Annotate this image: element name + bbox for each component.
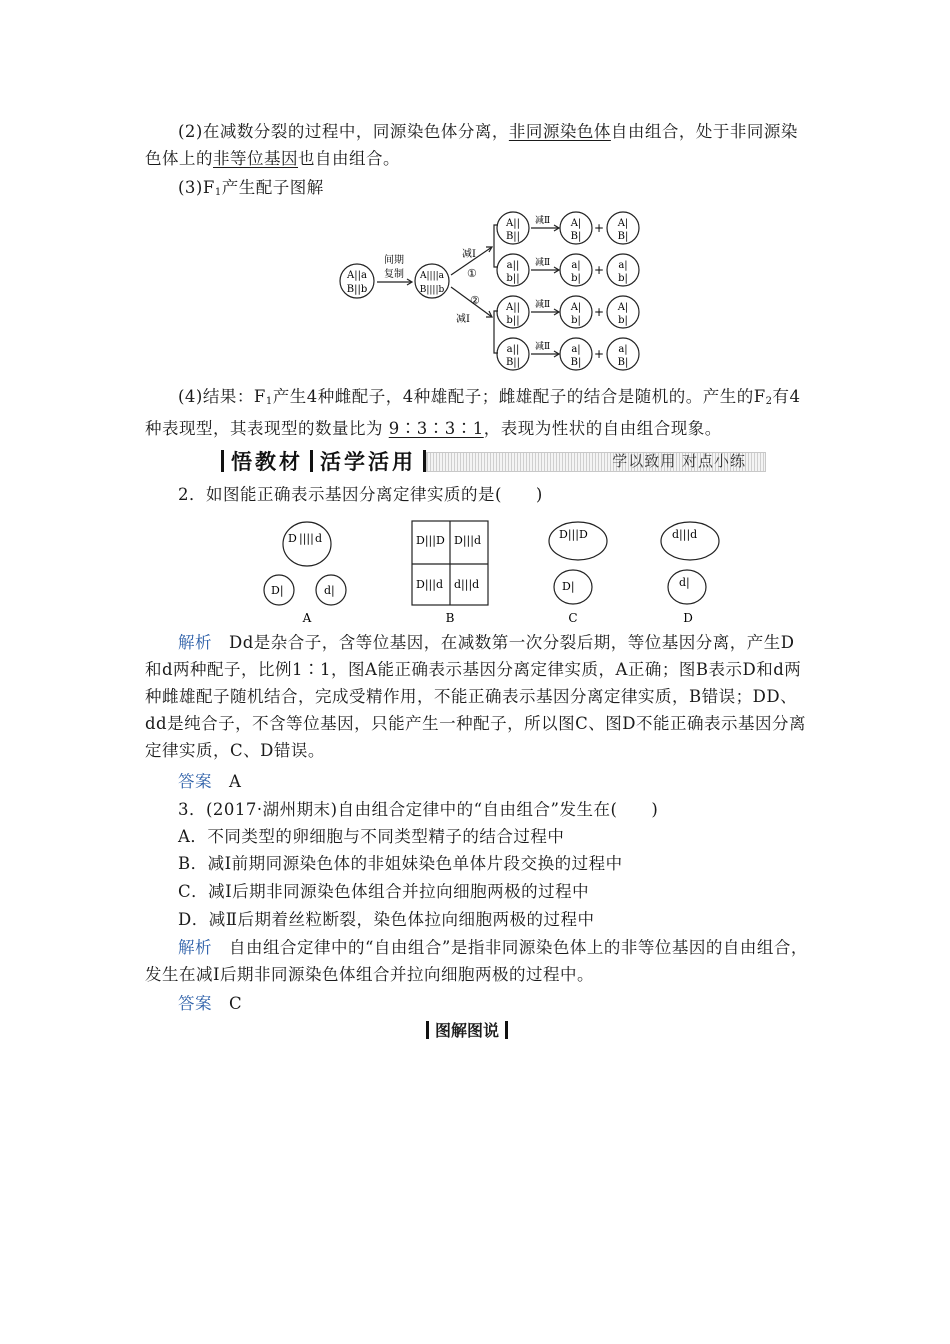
route-1-label: ① bbox=[467, 267, 477, 280]
fig-a-gamete-d2: d| bbox=[324, 584, 335, 597]
paragraph-2 bbox=[145, 118, 810, 172]
gamete-1-b-bottom: B| bbox=[617, 231, 629, 242]
p4-sub1: 1 bbox=[265, 396, 273, 407]
paragraph-3 bbox=[145, 174, 810, 206]
fig-b-cell-4: d|||d bbox=[454, 578, 480, 591]
plus-sign-3: + bbox=[593, 305, 605, 319]
fig-b-cell-2: D|||d bbox=[454, 534, 481, 547]
gamete-4-b-bottom: B| bbox=[617, 357, 629, 368]
section-title bbox=[420, 1018, 514, 1041]
q2-stem: 2．如图能正确表示基因分离定律实质的是( ) bbox=[178, 485, 543, 504]
fig-b-cell-1: D|||D bbox=[416, 534, 445, 547]
diagram-rows bbox=[497, 212, 639, 370]
plus-sign-2: + bbox=[593, 263, 605, 277]
q2-figure bbox=[260, 516, 730, 628]
paragraph-4 bbox=[145, 383, 810, 442]
section-bar bbox=[426, 1021, 429, 1039]
gamete-2-b-bottom: b| bbox=[618, 273, 628, 284]
q2-analysis bbox=[145, 629, 810, 764]
fig-a-gamete-d: D| bbox=[271, 584, 284, 597]
fig-a-cell-top-right: d bbox=[315, 532, 323, 545]
q3-answer bbox=[145, 990, 810, 1017]
fig-label-b: B bbox=[445, 611, 455, 625]
parent-cell-bottom: B||b bbox=[346, 284, 368, 295]
banner-bar bbox=[221, 450, 224, 472]
meiosis-2-label-2: 减Ⅱ bbox=[535, 258, 551, 268]
secondary-cell-1-bottom: B|| bbox=[505, 231, 521, 242]
interphase-label: 间期 bbox=[384, 255, 404, 266]
secondary-cell-3-top: A|| bbox=[506, 302, 520, 313]
p2-text-end: 也自由组合。 bbox=[298, 149, 400, 168]
p4-text-b: 产生4种雌配子，4种雄配子；雌雄配子的结合是随机的。产生的F bbox=[272, 387, 766, 406]
section-title-text: 图解图说 bbox=[435, 1021, 500, 1040]
banner-left-text: 悟教材 bbox=[231, 450, 303, 474]
p3-text-end: 产生配子图解 bbox=[221, 178, 324, 197]
analysis-label: 解析 bbox=[178, 633, 212, 652]
secondary-cell-1-top: A|| bbox=[506, 218, 520, 229]
q3-option-a: A．不同类型的卵细胞与不同类型精子的结合过程中 bbox=[178, 827, 565, 846]
meiosis-2-label-4: 减Ⅱ bbox=[535, 342, 551, 352]
p4-text-d: ，表现为性状的自由组合现象。 bbox=[483, 419, 722, 438]
banner-subtitle: 学以致用 对点小练 bbox=[612, 452, 746, 470]
replication-label: 复制 bbox=[384, 269, 404, 280]
p2-text-mid: 自由组合，处于非同源染色体上的 bbox=[145, 122, 798, 168]
section-banner bbox=[214, 447, 766, 475]
p3-sub: 1 bbox=[214, 187, 222, 198]
fig-label-a: A bbox=[302, 611, 312, 625]
secondary-cell-2-bottom: b|| bbox=[506, 273, 520, 284]
gamete-3-a-top: A| bbox=[570, 302, 582, 313]
q3-option-b: B．减Ⅰ前期同源染色体的非姐妹染色单体片段交换的过程中 bbox=[178, 854, 623, 873]
fig-label-c: C bbox=[568, 611, 578, 625]
meiosis-2-label-1: 减Ⅱ bbox=[535, 216, 551, 226]
banner-right-text: 活学活用 bbox=[320, 450, 416, 474]
p3-text: (3)F bbox=[178, 178, 215, 197]
meiosis-2-label-3: 减Ⅱ bbox=[535, 300, 551, 310]
gamete-3-b-top: A| bbox=[617, 302, 629, 313]
gamete-3-b-bottom: b| bbox=[618, 315, 628, 326]
plus-sign-1: + bbox=[593, 221, 605, 235]
q3-option-d: D．减Ⅱ后期着丝粒断裂，染色体拉向细胞两极的过程中 bbox=[178, 910, 595, 929]
replicated-cell-bottom: B||||b bbox=[419, 285, 445, 295]
gamete-4-b-top: a| bbox=[618, 344, 628, 355]
section-bar bbox=[505, 1021, 508, 1039]
q2-analysis-text: Dd是杂合子，含等位基因，在减数第一次分裂后期，等位基因分离，产生D和d两种配子，比例1∶1，图A能正确表示基因分离定律实质，A正确；图B表示D和d两种雌雄配子随机结合，完成受精作用，不能正确表示基因分离定律实质，B错误；DD、dd是纯合子，不含等位基因，只能产生一种配子，所以图C、图D不能正确表示基因分离定律实质，C、D错误。 bbox=[145, 633, 806, 760]
replicated-cell-top: A||||a bbox=[420, 271, 444, 281]
banner-bar bbox=[423, 450, 426, 472]
fig-a-chrom: |||| bbox=[299, 532, 314, 545]
q3-stem: 3．(2017·湖州期末)自由组合定律中的“自由组合”发生在( ) bbox=[178, 800, 659, 819]
q3-option-c: C．减Ⅰ后期非同源染色体组合并拉向细胞两极的过程中 bbox=[178, 882, 590, 901]
banner-title bbox=[214, 447, 433, 475]
gamete-4-a-top: a| bbox=[571, 344, 581, 355]
fig-d-cell: d|||d bbox=[672, 528, 698, 541]
meiosis-1-label-top: 减Ⅰ bbox=[462, 249, 476, 260]
q3-answer-text: C bbox=[212, 994, 243, 1013]
p2-underline-1: 非同源染色体 bbox=[508, 122, 611, 141]
p4-text-a: (4)结果：F bbox=[178, 387, 266, 406]
banner-bar bbox=[310, 450, 313, 472]
answer-label: 答案 bbox=[178, 772, 212, 791]
fig-label-d: D bbox=[683, 611, 693, 625]
gamete-1-a-bottom: B| bbox=[570, 231, 582, 242]
gamete-3-a-bottom: b| bbox=[571, 315, 581, 326]
parent-cell-top: A||a bbox=[347, 270, 367, 281]
fig-c-cell: D|||D bbox=[559, 528, 588, 541]
secondary-cell-4-top: a|| bbox=[506, 344, 520, 355]
gamete-4-a-bottom: B| bbox=[570, 357, 582, 368]
gamete-diagram bbox=[330, 205, 650, 380]
plus-sign-4: + bbox=[593, 347, 605, 361]
analysis-label: 解析 bbox=[178, 938, 212, 957]
answer-label: 答案 bbox=[178, 994, 212, 1013]
secondary-cell-3-bottom: b|| bbox=[506, 315, 520, 326]
route-2-label: ② bbox=[470, 294, 480, 307]
fig-b-cell-3: D|||d bbox=[416, 578, 443, 591]
p4-ratio: 9∶3∶3∶1 bbox=[388, 419, 484, 438]
p4-text-c: 有4种表现型，其表现型的数量比为 bbox=[145, 387, 801, 438]
fig-d-gamete: d| bbox=[679, 576, 690, 589]
q2-answer-text: A bbox=[212, 772, 242, 791]
q2-answer bbox=[145, 768, 810, 795]
fig-a-cell-top-left: D bbox=[288, 532, 297, 545]
q3-analysis-text: 自由组合定律中的“自由组合”是指非同源染色体上的非等位基因的自由组合，发生在减Ⅰ后期非同源染色体组合并拉向细胞两极的过程中。 bbox=[145, 938, 808, 984]
q3-analysis bbox=[145, 934, 810, 988]
meiosis-1-label-bottom: 减Ⅰ bbox=[456, 314, 470, 325]
gamete-1-b-top: A| bbox=[617, 218, 629, 229]
gamete-2-b-top: a| bbox=[618, 260, 628, 271]
p2-underline-2: 非等位基因 bbox=[213, 149, 298, 168]
gamete-1-a-top: A| bbox=[570, 218, 582, 229]
p2-text: (2)在减数分裂的过程中，同源染色体分离， bbox=[178, 122, 509, 141]
secondary-cell-4-bottom: B|| bbox=[505, 357, 521, 368]
p4-sub2: 2 bbox=[765, 396, 773, 407]
gamete-2-a-top: a| bbox=[571, 260, 581, 271]
fig-c-gamete: D| bbox=[562, 580, 575, 593]
secondary-cell-2-top: a|| bbox=[506, 260, 520, 271]
gamete-2-a-bottom: b| bbox=[571, 273, 581, 284]
